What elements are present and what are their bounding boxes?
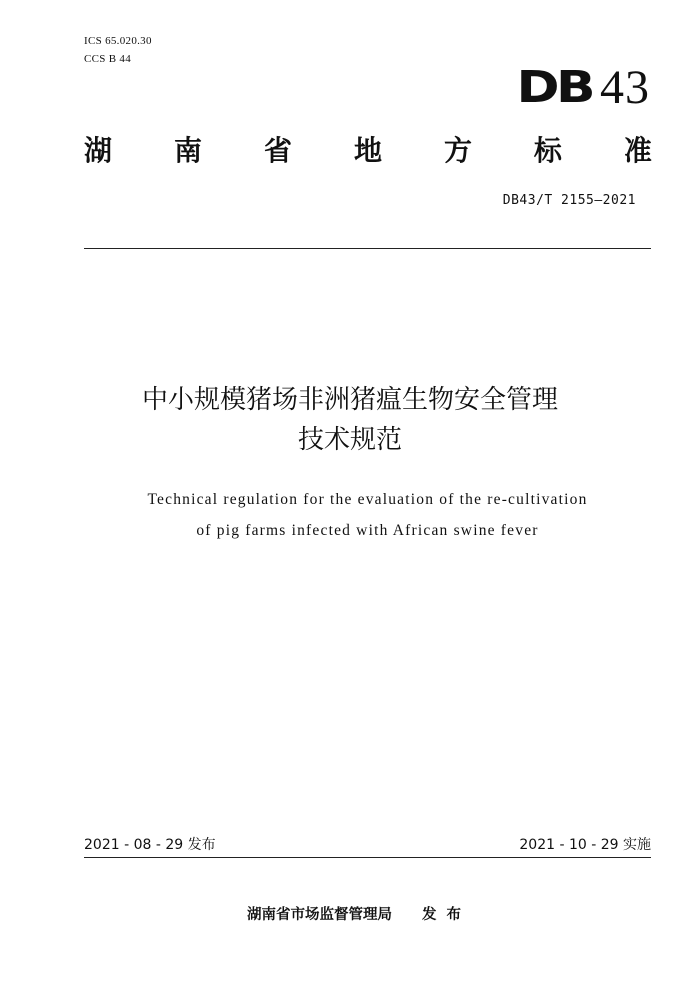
ccs-code: CCS B 44 xyxy=(84,53,132,65)
classification-codes xyxy=(84,32,152,68)
standard-type-char: 方 xyxy=(443,134,472,167)
publisher xyxy=(0,904,700,926)
english-title-line-1: Technical regulation for the evaluation of the re-cultivation xyxy=(147,491,588,508)
publisher-action: 发布 xyxy=(422,907,471,923)
standard-number: DB43/T 2155—2021 xyxy=(502,193,636,208)
standard-type-char: 标 xyxy=(533,134,562,167)
chinese-title xyxy=(0,380,700,460)
standard-type-char: 南 xyxy=(173,134,202,167)
ics-code: ICS 65.020.30 xyxy=(84,35,152,47)
chinese-title-line-2: 技术规范 xyxy=(297,425,402,455)
db-logo xyxy=(516,60,650,116)
standard-type-char: 地 xyxy=(353,134,382,167)
standard-type-char: 省 xyxy=(263,134,292,167)
db-logo-mark: DB xyxy=(516,62,592,113)
issue-date: 2021 - 08 - 29 发布 xyxy=(84,837,216,853)
chinese-title-line-1: 中小规模猪场非洲猪瘟生物安全管理 xyxy=(141,385,558,415)
date-row xyxy=(84,835,651,855)
top-divider xyxy=(84,248,651,249)
english-title-line-2: of pig farms infected with African swine fever xyxy=(196,522,539,539)
standard-type-title xyxy=(84,133,652,169)
english-title xyxy=(0,484,700,546)
bottom-divider xyxy=(84,857,651,858)
standard-type-char: 准 xyxy=(623,134,652,167)
implementation-date: 2021 - 10 - 29 实施 xyxy=(519,837,651,853)
publisher-name: 湖南省市场监督管理局 xyxy=(247,907,392,923)
db-logo-number: 43 xyxy=(600,61,650,114)
standard-type-char: 湖 xyxy=(84,134,113,167)
